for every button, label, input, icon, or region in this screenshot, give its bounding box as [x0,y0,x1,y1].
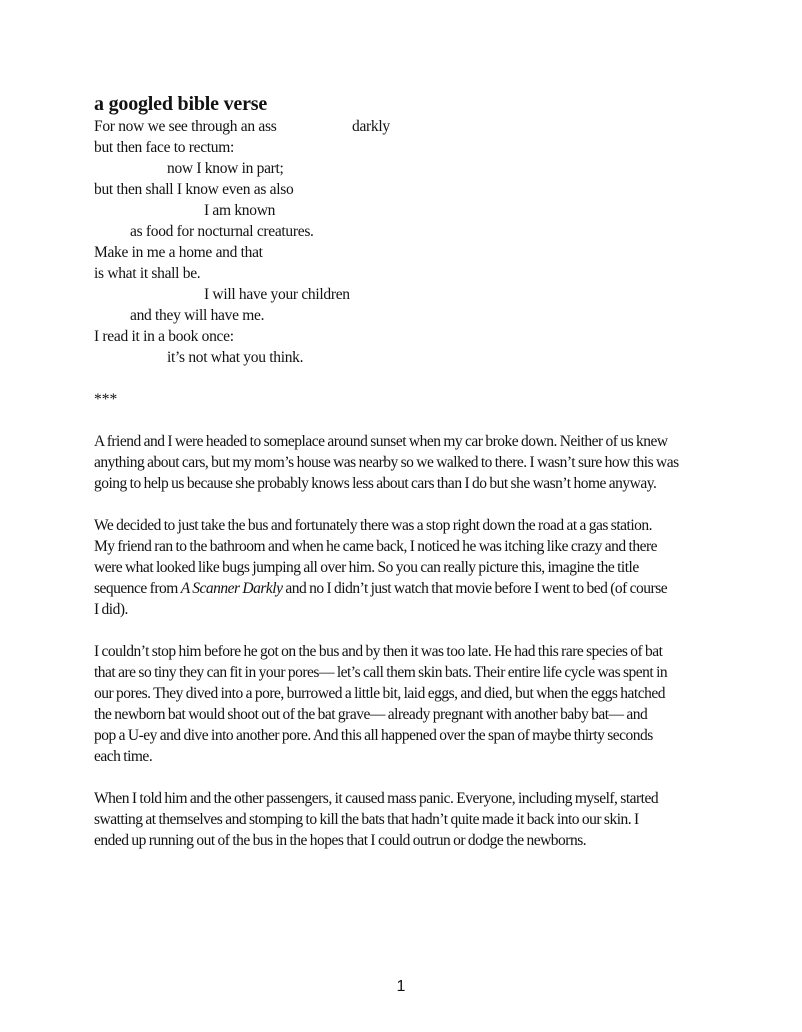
text-line: I did). [94,601,128,618]
text-line: anything about cars, but my mom’s house was nearby so we walked to there. I wasn’t sure how this was [94,454,679,471]
text-line: I couldn’t stop him before he got on the bus and by then it was too late. He had this rare species of bat [94,643,663,660]
story-paragraph-4 [94,788,734,851]
text-line: pop a U-ey and dive into another pore. And this all happened over the span of maybe thirty seconds [94,727,653,744]
poem-floating-word: darkly [352,118,390,135]
poem-line: but then shall I know even as also [94,181,294,198]
poem-line: as food for nocturnal creatures. [130,223,314,240]
text-line: that are so tiny they can fit in your pores— let’s call them skin bats. Their entire life cycle was spent in [94,664,668,681]
text-line: were what looked like bugs jumping all over him. So you can really picture this, imagine the title [94,559,639,576]
poem-line [94,116,734,137]
poem-line: it’s not what you think. [167,349,304,366]
text-line: going to help us because she probably knows less about cars than I do but she wasn’t home anyway. [94,475,657,492]
story-paragraph-3 [94,641,734,767]
text-segment: and no I didn’t just watch that movie before I went to bed (of course [282,580,668,597]
poem-line: but then face to rectum: [94,139,234,156]
poem-line: Make in me a home and that [94,244,263,261]
poem-line: now I know in part; [167,160,284,177]
story-paragraph-2 [94,515,734,620]
text-line: We decided to just take the bus and fortunately there was a stop right down the road at a gas station. [94,517,653,534]
poem-line-text: For now we see through an ass [94,118,277,135]
story-paragraph-1 [94,431,734,494]
text-line: the newborn bat would shoot out of the bat grave— already pregnant with another baby bat— and [94,706,648,723]
text-segment: sequence from [94,580,181,597]
poem-line: and they will have me. [130,307,265,324]
text-line: each time. [94,748,153,765]
poem-line: I am known [204,202,276,219]
text-line: ended up running out of the bus in the hopes that I could outrun or dodge the newborns. [94,832,587,849]
text-line: A friend and I were headed to someplace around sunset when my car broke down. Neither of us knew [94,433,668,450]
page-number: 1 [396,978,406,995]
movie-title-italic: A Scanner Darkly [180,580,283,597]
section-separator: *** [94,391,118,408]
poem [94,116,734,368]
poem-title: a googled bible verse [94,93,268,115]
text-line: When I told him and the other passengers, it caused mass panic. Everyone, including myself, started [94,790,659,807]
poem-line: I will have your children [204,286,350,303]
text-line: our pores. They dived into a pore, burrowed a little bit, laid eggs, and died, but when the eggs hatched [94,685,665,702]
text-line [94,578,734,599]
poem-line: I read it in a book once: [94,328,234,345]
page-content [94,93,734,851]
poem-line: is what it shall be. [94,265,201,282]
text-line: swatting at themselves and stomping to kill the bats that hadn’t quite made it back into our skin. I [94,811,639,828]
text-line: My friend ran to the bathroom and when he came back, I noticed he was itching like crazy and there [94,538,657,555]
